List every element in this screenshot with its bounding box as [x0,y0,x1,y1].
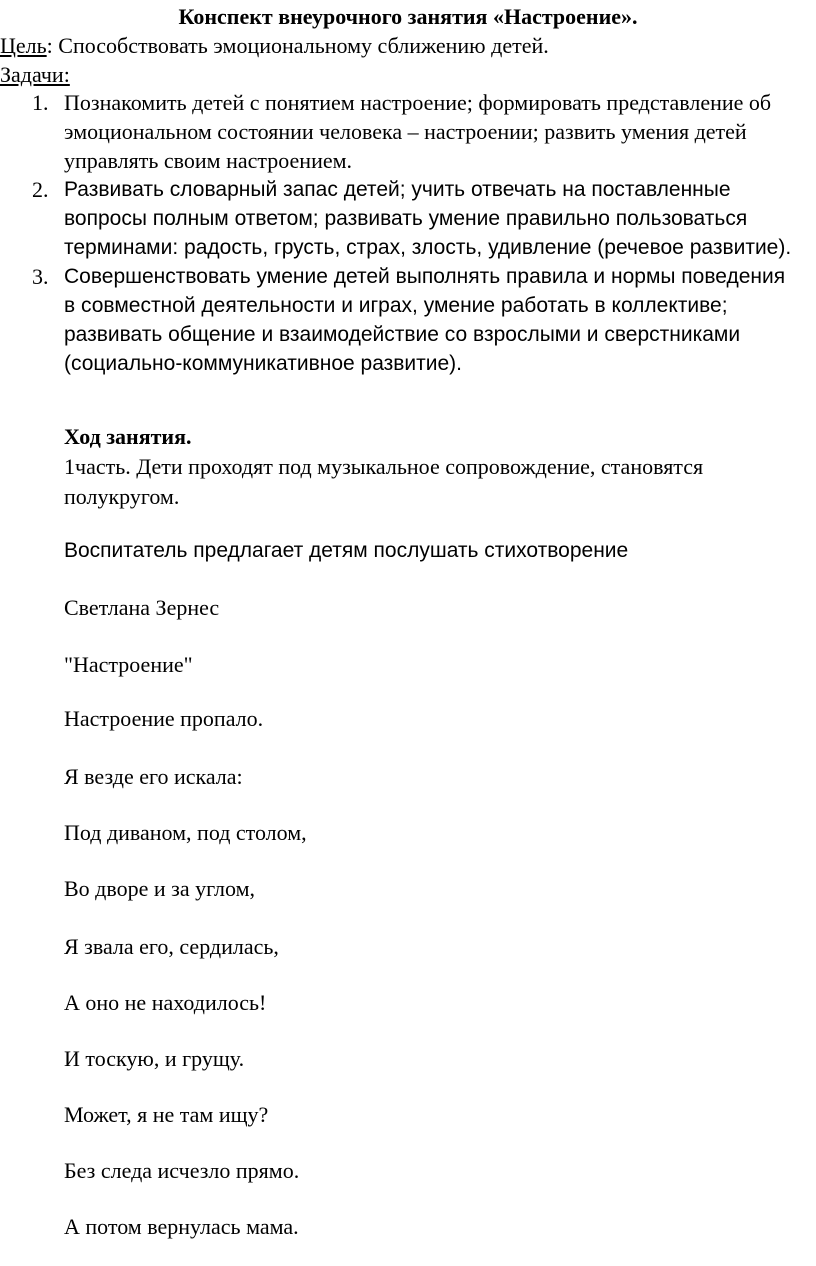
poem-line: Под диваном, под столом, [64,820,307,845]
task-text: Познакомить детей с понятием настроение; формировать представление об эмоциональном состоянии человека – настроении; развить умения детей управлять своим настроением. [64,90,772,173]
goal-text: : Способствовать эмоциональному сближению детей. [46,33,549,58]
poem-line: И тоскую, и грущу. [64,1046,245,1071]
poem-line: Может, я не там ищу? [64,1102,269,1127]
task-text: Совершенствовать умение детей выполнять правила и нормы поведения в совместной деятельности и играх, умение работать в коллективе; развивать общение и взаимодействие со взрослыми и сверстниками (социально-коммуникативное развитие). [64,265,786,375]
tasks-label: Задачи: [0,62,70,87]
poem-line: А оно не находилось! [64,990,267,1015]
task-item [0,88,800,175]
poem-line: Я звала его, сердилась, [64,934,279,959]
goal-label: Цель [0,33,47,58]
task-number: 3. [32,264,49,289]
intro-paragraph: Воспитатель предлагает детям послушать стихотворение [64,539,629,562]
goal-line [0,31,549,61]
poem-line: А потом вернулась мама. [64,1214,299,1239]
poem-title: "Настроение" [64,652,193,677]
task-item [0,262,800,378]
task-number: 1. [32,90,49,115]
poem-line: Без следа исчезло прямо. [64,1158,300,1183]
poem-author: Светлана Зернес [64,595,220,620]
document-title: Конспект внеурочного занятия «Настроение». [178,4,638,29]
poem-line: Во дворе и за углом, [64,876,255,901]
section-heading: Ход занятия. [64,424,192,449]
task-text: Развивать словарный запас детей; учить отвечать на поставленные вопросы полным ответом; развивать умение правильно пользоваться терминами: радость, грусть, страх, злость, удивление (речевое развитие). [64,178,792,259]
tasks-list [0,88,800,378]
part-one-paragraph: 1часть. Дети проходят под музыкальное сопровождение, становятся полукругом. [64,454,704,509]
task-number: 2. [32,177,49,202]
poem-line: Я везде его искала: [64,764,243,789]
poem-line: Настроение пропало. [64,706,264,731]
task-item [0,175,800,262]
